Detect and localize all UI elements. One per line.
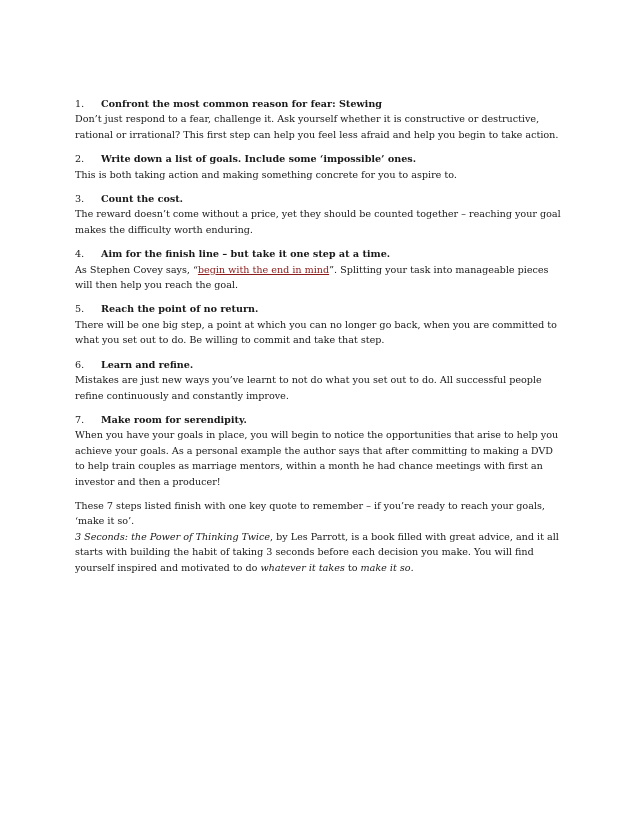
- book-summary-paragraph: [75, 530, 565, 576]
- book-title: 3 Seconds: the Power of Thinking Twice: [75, 531, 271, 543]
- list-item: [75, 247, 565, 293]
- item-body: There will be one big step, a point at which you can no longer go back, when you are committed to what you set out to do. Be willing to commit and take that step.: [75, 319, 557, 347]
- item-number: 1.: [75, 99, 85, 110]
- item-body: When you have your goals in place, you will begin to notice the opportunities that arise to help you achieve your goals. As a personal example the author says that after committing to making a DVD to help train couples as marriage mentors, within a month he had chance meetings with first an investor and then a producer!: [75, 430, 559, 488]
- item-number: 2.: [75, 154, 85, 166]
- item-title: Aim for the finish line – but take it one step at a time.: [101, 249, 391, 261]
- item-heading: [75, 97, 565, 112]
- item-body: [75, 263, 565, 294]
- list-item: [75, 192, 565, 238]
- item-number: 6.: [75, 359, 85, 371]
- item-title: Write down a list of goals. Include some ‘impossible’ ones.: [101, 154, 417, 166]
- item-heading: [75, 247, 565, 262]
- list-item: [75, 152, 565, 183]
- emphasis-whatever: whatever it takes: [260, 562, 345, 574]
- item-body-after: ”. Splitting your task into manageable pieces will then help you reach the goal.: [75, 264, 549, 292]
- item-title: Reach the point of no return.: [101, 304, 259, 316]
- summary-text: , by Les Parrott, is a book filled with great advice, and it all starts with building the habit of taking 3 seconds before each decision you make. You will find yourself inspired and motivated to do: [75, 531, 559, 574]
- item-body-before: As Stephen Covey says, “: [75, 264, 198, 276]
- item-heading: [75, 302, 565, 317]
- list-item: [75, 358, 565, 404]
- item-body: The reward doesn’t come without a price, yet they should be counted together – reaching your goal makes the difficulty worth enduring.: [75, 209, 561, 236]
- closing-section: [75, 499, 565, 576]
- closing-paragraph: These 7 steps listed finish with one key quote to remember – if you’re ready to reach your goals, ‘make it so’.: [75, 500, 545, 528]
- item-body: This is both taking action and making something concrete for you to aspire to.: [75, 169, 457, 181]
- item-heading: [75, 152, 565, 167]
- item-number: 4.: [75, 249, 85, 261]
- item-number: 3.: [75, 194, 85, 206]
- list-item: [75, 302, 565, 348]
- covey-quote-link[interactable]: begin with the end in mind: [197, 264, 330, 276]
- item-number: 5.: [75, 304, 85, 316]
- item-heading: [75, 413, 565, 428]
- item-title: Make room for serendipity.: [101, 414, 247, 426]
- summary-connector: to: [344, 562, 361, 574]
- item-title: Count the cost.: [101, 194, 184, 206]
- item-title: Learn and refine.: [101, 359, 194, 371]
- summary-end: .: [410, 562, 414, 574]
- item-number: 7.: [75, 414, 85, 426]
- item-body: Don’t just respond to a fear, challenge it. Ask yourself whether it is constructive or destructive, rational or irrational? This first step can help you feel less afraid and help you begin to take action.: [75, 114, 559, 141]
- list-item: [75, 97, 565, 143]
- emphasis-make-it-so: make it so: [360, 562, 411, 574]
- item-heading: [75, 358, 565, 373]
- document-page: [75, 97, 565, 576]
- item-title: Confront the most common reason for fear: Stewing: [101, 99, 383, 110]
- item-heading: [75, 192, 565, 207]
- list-item: [75, 413, 565, 490]
- item-body: Mistakes are just new ways you’ve learnt to not do what you set out to do. All successful people refine continuously and constantly improve.: [75, 375, 542, 402]
